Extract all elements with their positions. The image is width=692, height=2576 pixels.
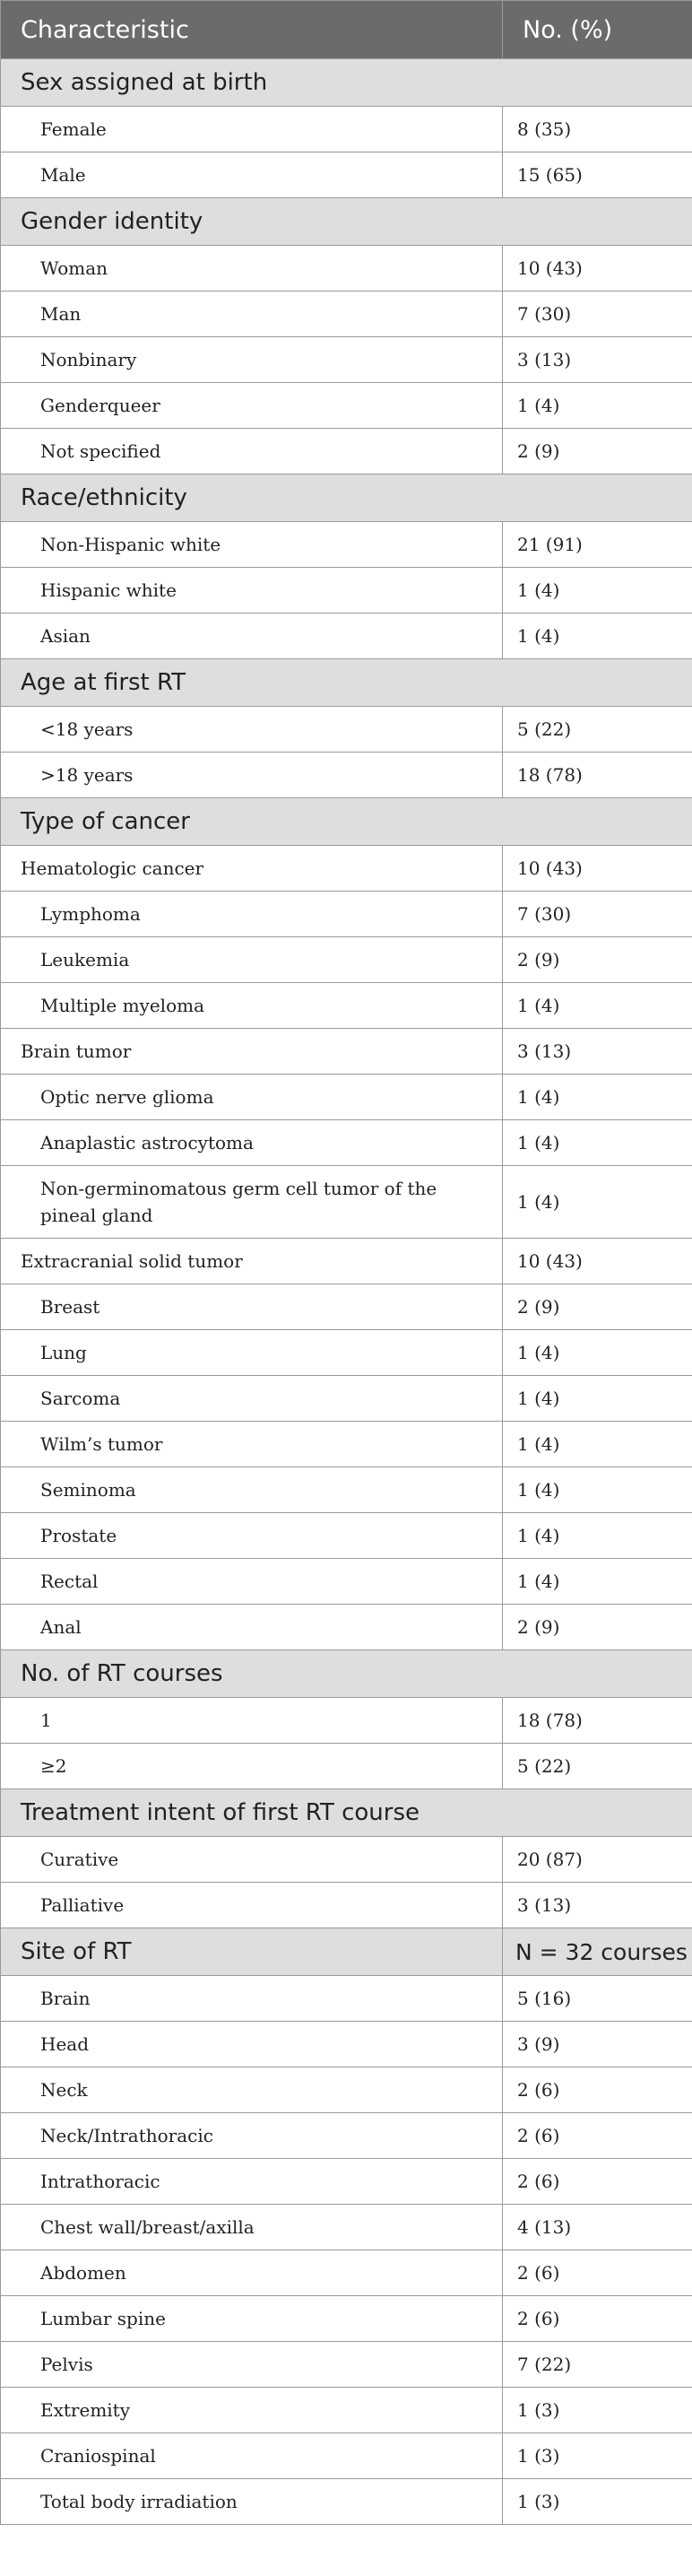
table-row: [1, 707, 692, 753]
row-label: Breast: [1, 1284, 503, 1330]
row-label: Neck: [1, 2067, 503, 2113]
row-value: 3 (13): [503, 1029, 692, 1075]
row-label: Abdomen: [1, 2250, 503, 2296]
row-label: Non-Hispanic white: [1, 522, 503, 568]
row-label: Brain: [1, 1976, 503, 2022]
section-row-intent: [1, 1789, 692, 1837]
row-label: Nonbinary: [1, 337, 503, 383]
section-title: Type of cancer: [1, 798, 692, 846]
row-label: Not specified: [1, 429, 503, 474]
table-row: [1, 1330, 692, 1376]
row-label: Anaplastic astrocytoma: [1, 1120, 503, 1166]
row-label: Brain tumor: [1, 1029, 503, 1075]
row-value: 1 (3): [503, 2479, 692, 2525]
row-value: 1 (4): [503, 383, 692, 429]
row-label: Leukemia: [1, 937, 503, 983]
row-label: Extremity: [1, 2388, 503, 2433]
row-label: Non-germinomatous germ cell tumor of the pineal gland: [1, 1166, 503, 1239]
row-value: 2 (6): [503, 2159, 692, 2205]
table-row: [1, 1467, 692, 1513]
row-value: 1 (4): [503, 1166, 692, 1239]
row-value: 20 (87): [503, 1837, 692, 1883]
section-title: Race/ethnicity: [1, 474, 692, 522]
table-row: [1, 2296, 692, 2342]
table-row: [1, 614, 692, 659]
row-label: Neck/Intrathoracic: [1, 2113, 503, 2159]
row-value: 4 (13): [503, 2205, 692, 2250]
row-value: 5 (16): [503, 1976, 692, 2022]
row-value: 7 (30): [503, 292, 692, 337]
row-label: 1: [1, 1698, 503, 1744]
row-label: Hematologic cancer: [1, 846, 503, 892]
row-value: 1 (4): [503, 1513, 692, 1559]
section-title: Sex assigned at birth: [1, 59, 692, 107]
table-row: [1, 1239, 692, 1284]
section-title: Treatment intent of first RT course: [1, 1789, 692, 1837]
section-title: Site of RT: [1, 1928, 503, 1976]
section-row-site: [1, 1928, 692, 1976]
row-label: Chest wall/breast/axilla: [1, 2205, 503, 2250]
row-label: Seminoma: [1, 1467, 503, 1513]
row-value: 7 (22): [503, 2342, 692, 2388]
row-value: 1 (4): [503, 1559, 692, 1605]
section-row-race: [1, 474, 692, 522]
row-value: 2 (6): [503, 2113, 692, 2159]
row-value: 15 (65): [503, 152, 692, 198]
row-label: Sarcoma: [1, 1376, 503, 1422]
table-row: [1, 1284, 692, 1330]
section-value: N = 32 courses: [503, 1928, 692, 1976]
table-row: [1, 846, 692, 892]
row-value: 2 (9): [503, 1284, 692, 1330]
table-row: [1, 152, 692, 198]
row-label: Wilm’s tumor: [1, 1422, 503, 1467]
table-row: [1, 2388, 692, 2433]
table-row: [1, 2113, 692, 2159]
row-label: Pelvis: [1, 2342, 503, 2388]
table-row: [1, 1376, 692, 1422]
row-value: 1 (4): [503, 1467, 692, 1513]
row-value: 7 (30): [503, 892, 692, 937]
table-row: [1, 892, 692, 937]
row-label: Head: [1, 2022, 503, 2067]
table-row: [1, 1559, 692, 1605]
table-row: [1, 1120, 692, 1166]
table-row: [1, 1075, 692, 1120]
row-value: 10 (43): [503, 1239, 692, 1284]
row-value: 2 (6): [503, 2250, 692, 2296]
row-label: Lumbar spine: [1, 2296, 503, 2342]
row-value: 1 (4): [503, 1120, 692, 1166]
row-value: 10 (43): [503, 846, 692, 892]
row-value: 1 (3): [503, 2433, 692, 2479]
row-value: 5 (22): [503, 707, 692, 753]
row-label: Extracranial solid tumor: [1, 1239, 503, 1284]
row-label: Anal: [1, 1605, 503, 1650]
table-row: [1, 2433, 692, 2479]
table-row: [1, 429, 692, 474]
table-row: [1, 983, 692, 1029]
section-row-age: [1, 659, 692, 707]
table-row: [1, 2022, 692, 2067]
table-row: [1, 2479, 692, 2525]
row-label: Craniospinal: [1, 2433, 503, 2479]
row-value: 1 (3): [503, 2388, 692, 2433]
row-label: Total body irradiation: [1, 2479, 503, 2525]
row-label: Optic nerve glioma: [1, 1075, 503, 1120]
table-row: [1, 1976, 692, 2022]
row-label: Multiple myeloma: [1, 983, 503, 1029]
row-value: 10 (43): [503, 246, 692, 292]
row-value: 5 (22): [503, 1744, 692, 1789]
table-row: [1, 337, 692, 383]
row-value: 2 (9): [503, 1605, 692, 1650]
row-value: 1 (4): [503, 614, 692, 659]
table-row: [1, 2342, 692, 2388]
table-row: [1, 753, 692, 798]
row-label: Man: [1, 292, 503, 337]
row-value: 18 (78): [503, 753, 692, 798]
row-value: 2 (6): [503, 2067, 692, 2113]
table-row: [1, 246, 692, 292]
header-characteristic: Characteristic: [1, 1, 503, 59]
row-label: Prostate: [1, 1513, 503, 1559]
row-label: Curative: [1, 1837, 503, 1883]
table-row: [1, 1166, 692, 1239]
section-row-gender: [1, 198, 692, 246]
table-row: [1, 568, 692, 614]
table-row: [1, 292, 692, 337]
row-label: Female: [1, 107, 503, 152]
row-label: Hispanic white: [1, 568, 503, 614]
table-row: [1, 1605, 692, 1650]
section-title: Age at first RT: [1, 659, 692, 707]
header-row: [1, 1, 692, 59]
row-label: Lung: [1, 1330, 503, 1376]
row-value: 2 (9): [503, 429, 692, 474]
row-value: 1 (4): [503, 1376, 692, 1422]
row-value: 1 (4): [503, 1075, 692, 1120]
row-value: 3 (13): [503, 337, 692, 383]
table-row: [1, 1744, 692, 1789]
table-row: [1, 1837, 692, 1883]
row-value: 8 (35): [503, 107, 692, 152]
table-row: [1, 1422, 692, 1467]
row-label: Lymphoma: [1, 892, 503, 937]
section-title: Gender identity: [1, 198, 692, 246]
row-label: Genderqueer: [1, 383, 503, 429]
table-row: [1, 1698, 692, 1744]
table-row: [1, 2159, 692, 2205]
row-value: 18 (78): [503, 1698, 692, 1744]
section-row-sex: [1, 59, 692, 107]
row-value: 1 (4): [503, 1422, 692, 1467]
table-row: [1, 937, 692, 983]
row-value: 21 (91): [503, 522, 692, 568]
header-value: No. (%): [503, 1, 692, 59]
row-value: 3 (9): [503, 2022, 692, 2067]
table-row: [1, 1029, 692, 1075]
table-row: [1, 107, 692, 152]
section-title: No. of RT courses: [1, 1650, 692, 1698]
row-label: ≥2: [1, 1744, 503, 1789]
row-label: <18 years: [1, 707, 503, 753]
row-label: Rectal: [1, 1559, 503, 1605]
row-value: 1 (4): [503, 568, 692, 614]
row-value: 3 (13): [503, 1883, 692, 1928]
row-value: 2 (6): [503, 2296, 692, 2342]
section-row-cancer: [1, 798, 692, 846]
table-row: [1, 2205, 692, 2250]
row-value: 2 (9): [503, 937, 692, 983]
row-value: 1 (4): [503, 1330, 692, 1376]
row-label: Intrathoracic: [1, 2159, 503, 2205]
table-row: [1, 522, 692, 568]
table-row: [1, 1513, 692, 1559]
table-row: [1, 1883, 692, 1928]
section-row-courses: [1, 1650, 692, 1698]
row-label: Palliative: [1, 1883, 503, 1928]
row-value: 1 (4): [503, 983, 692, 1029]
table-row: [1, 2250, 692, 2296]
table-row: [1, 2067, 692, 2113]
row-label: Male: [1, 152, 503, 198]
row-label: Woman: [1, 246, 503, 292]
row-label: >18 years: [1, 753, 503, 798]
row-label: Asian: [1, 614, 503, 659]
table-row: [1, 383, 692, 429]
